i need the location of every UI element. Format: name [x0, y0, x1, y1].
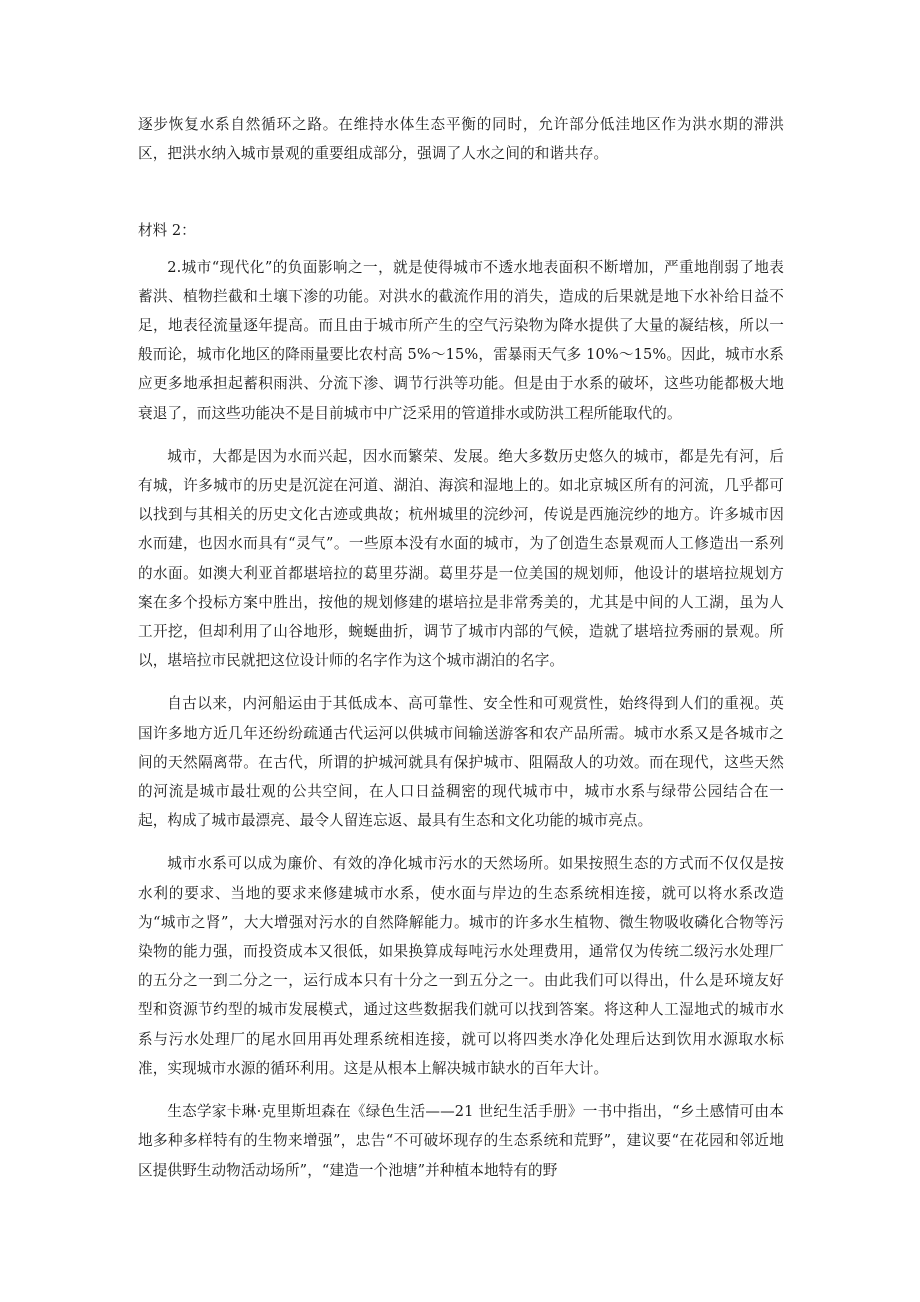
document-page: [138, 110, 784, 1185]
paragraph-5: 生态学家卡琳·克里斯坦森在《绿色生活——21 世纪生活手册》一书中指出，“乡土感情可由本地多种多样特有的生物来增强”，忠告“不可破坏现存的生态系统和荒野”，建议要“在花园和邻近地区提供野生动物活动场所”，“建造一个池塘”并种植本地特有的野: [138, 1103, 784, 1179]
paragraph-1: 2.城市“现代化”的负面影响之一，就是使得城市不透水地表面积不断增加，严重地削弱了地表蓄洪、植物拦截和土壤下渗的功能。对洪水的截流作用的消失，造成的后果就是地下水补给日益不足，地表径流量逐年提高。而且由于城市所产生的空气污染物为降水提供了大量的凝结核，所以一般而论，城市化地区的降雨量要比农村高 5%～15%，雷暴雨天气多 10%～15%。因此，城市水系应更多地承担起蓄积雨洪、分流下渗、调节行洪等功能。但是由于水系的破坏，这些功能都极大地衰退了，而这些功能决不是目前城市中广泛采用的管道排水或防洪工程所能取代的。: [138, 258, 784, 422]
paragraph-2: 城市，大都是因为水而兴起，因水而繁荣、发展。绝大多数历史悠久的城市，都是先有河，后有城，许多城市的历史是沉淀在河道、湖泊、海滨和湿地上的。如北京城区所有的河流，几乎都可以找到与其相关的历史文化古迹或典故；杭州城里的浣纱河，传说是西施浣纱的地方。许多城市因水而建，也因水而具有“灵气”。一些原本没有水面的城市，为了创造生态景观而人工修造出一系列的水面。如澳大利亚首都堪培拉的葛里芬湖。葛里芬是一位美国的规划师，他设计的堪培拉规划方案在多个投标方案中胜出，按他的规划修建的堪培拉是非常秀美的，尤其是中间的人工湖，虽为人工开挖，但却利用了山谷地形，蜿蜒曲折，调节了城市内部的气候，造就了堪培拉秀丽的景观。所以，堪培拉市民就把这位设计师的名字作为这个城市湖泊的名字。: [138, 447, 784, 670]
intro-paragraph: 逐步恢复水系自然循环之路。在维持水体生态平衡的同时，允许部分低洼地区作为洪水期的滞洪区，把洪水纳入城市景观的重要组成部分，强调了人水之间的和谐共存。: [138, 116, 784, 163]
paragraph-3: 自古以来，内河船运由于其低成本、高可靠性、安全性和可观赏性，始终得到人们的重视。英国许多地方近几年还纷纷疏通古代运河以供城市间输送游客和农产品所需。城市水系又是各城市之间的天然隔离带。在古代，所谓的护城河就具有保护城市、阻隔敌人的功效。而在现代，这些天然的河流是城市最壮观的公共空间，在人口日益稠密的现代城市中，城市水系与绿带公园结合在一起，构成了城市最漂亮、最令人留连忘返、最具有生态和文化功能的城市亮点。: [138, 695, 784, 830]
material-heading: 材料 2：: [138, 222, 196, 240]
paragraph-4: 城市水系可以成为廉价、有效的净化城市污水的天然场所。如果按照生态的方式而不仅仅是按水利的要求、当地的要求来修建城市水系，使水面与岸边的生态系统相连接，就可以将水系改造为“城市之肾”，大大增强对污水的自然降解能力。城市的许多水生植物、微生物吸收磷化合物等污染物的能力强，而投资成本又很低，如果换算成每吨污水处理费用，通常仅为传统二级污水处理厂的五分之一到二分之一，运行成本只有十分之一到五分之一。由此我们可以得出，什么是环境友好型和资源节约型的城市发展模式，通过这些数据我们就可以找到答案。将这种人工湿地式的城市水系与污水处理厂的尾水回用再处理系统相连接，就可以将四类水净化处理后达到饮用水源取水标准，实现城市水源的循环利用。这是从根本上解决城市缺水的百年大计。: [138, 855, 784, 1077]
